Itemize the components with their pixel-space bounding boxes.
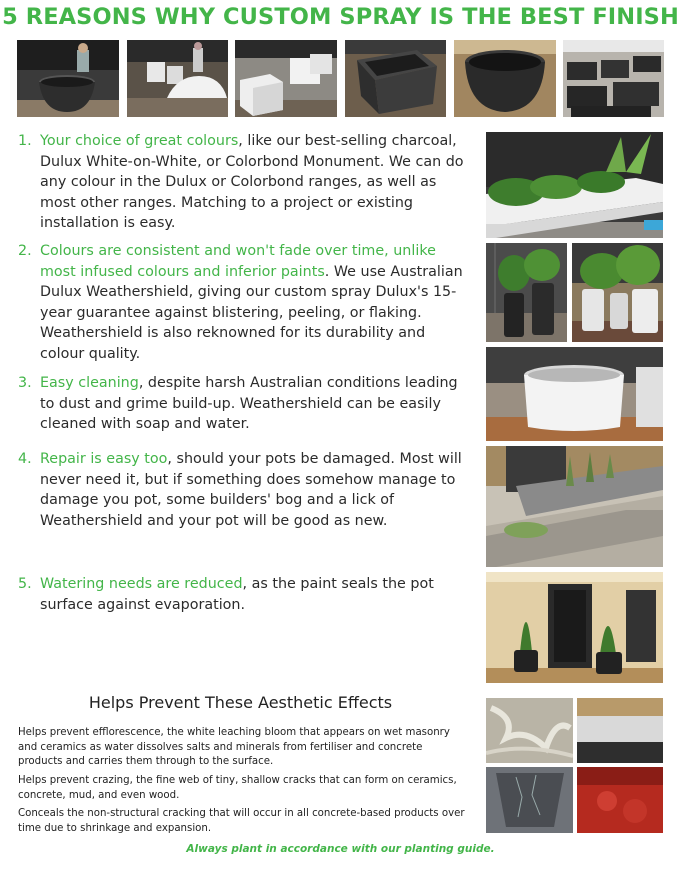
effects-heading: Helps Prevent These Aesthetic Effects: [88, 693, 393, 712]
effect-crazing: Helps prevent crazing, the fine web of tiny, shallow cracks that can form on ceramics, concrete, mud, and even wood.: [18, 775, 457, 801]
photo-white-bowl-planter: [486, 347, 663, 441]
reason-highlight: Your choice of great colours: [40, 133, 239, 149]
photo-red-texture: [577, 767, 663, 833]
photo-cracked-pot: [486, 767, 573, 833]
reason-highlight: Watering needs are reduced: [40, 576, 243, 592]
photo-white-troughs-garden: [486, 132, 663, 238]
reason-highlight: Repair is easy too: [40, 451, 168, 467]
photo-charcoal-round-pot: [454, 40, 556, 117]
reason-2: [18, 241, 473, 364]
photo-front-door-pots: [486, 572, 663, 683]
reason-number: 1.: [18, 133, 32, 149]
photo-round-pots-workshop: [17, 40, 119, 117]
planting-guide-note: Always plant in accordance with our planting guide.: [186, 843, 495, 855]
reason-text: , despite harsh Australian conditions leading to dust and grime build-up. Weathershield can be easily cleaned with soap and water.: [40, 375, 458, 432]
reason-number: 5.: [18, 576, 32, 592]
photo-white-cubes: [235, 40, 337, 117]
photo-charcoal-square-pot: [345, 40, 446, 117]
reason-text: , like our best-selling charcoal, Dulux White-on-White, or Colorbond Monument. We can do any colour in the Dulux or Colorbond ranges, as well as most other ranges. Matching to a project or existing installation is easy.: [40, 133, 464, 231]
photo-planters-walkway: [486, 446, 663, 567]
reason-text: . We use Australian Dulux Weathershield, giving our custom spray Dulux's 15-year guarantee against blistering, peeling, or flaking. Weathershield is also reknowned for its durability and colour quality.: [40, 263, 463, 362]
reason-4: [18, 449, 473, 531]
photo-efflorescence: [486, 698, 573, 763]
reason-text: , should your pots be damaged. Most will never need it, but if something does somehow manage to damage you pot, some builders' bog and a lick of Weathershield and your pot will be good as new.: [40, 451, 462, 529]
photo-crazing: [577, 698, 663, 763]
reason-highlight: Easy cleaning: [40, 375, 139, 391]
reason-number: 2.: [18, 243, 32, 259]
reason-text: , as the paint seals the pot surface against evaporation.: [40, 576, 434, 613]
photo-tall-pots-right: [572, 243, 663, 342]
reason-5: [18, 574, 473, 615]
reason-number: 3.: [18, 375, 32, 391]
photo-tall-pots-left: [486, 243, 567, 342]
photo-white-pots-workshop: [127, 40, 228, 117]
reason-1: [18, 131, 473, 234]
reason-highlight: Colours are consistent and won't fade over time, unlike most infused colours and inferior paints: [40, 243, 436, 280]
photo-many-planters: [563, 40, 664, 117]
reason-3: [18, 373, 473, 435]
effect-cracking: Conceals the non-structural cracking that will occur in all concrete-based products over time due to shrinkage and expansion.: [18, 808, 465, 834]
effect-efflorescence: Helps prevent efflorescence, the white leaching bloom that appears on wet masonry and ceramics as water dissolves salts and minerals from fertiliser and concrete products and carries them through to the surface.: [18, 727, 450, 768]
reason-number: 4.: [18, 451, 32, 467]
page-title: 5 REASONS WHY CUSTOM SPRAY IS THE BEST FINISH: [2, 4, 679, 30]
